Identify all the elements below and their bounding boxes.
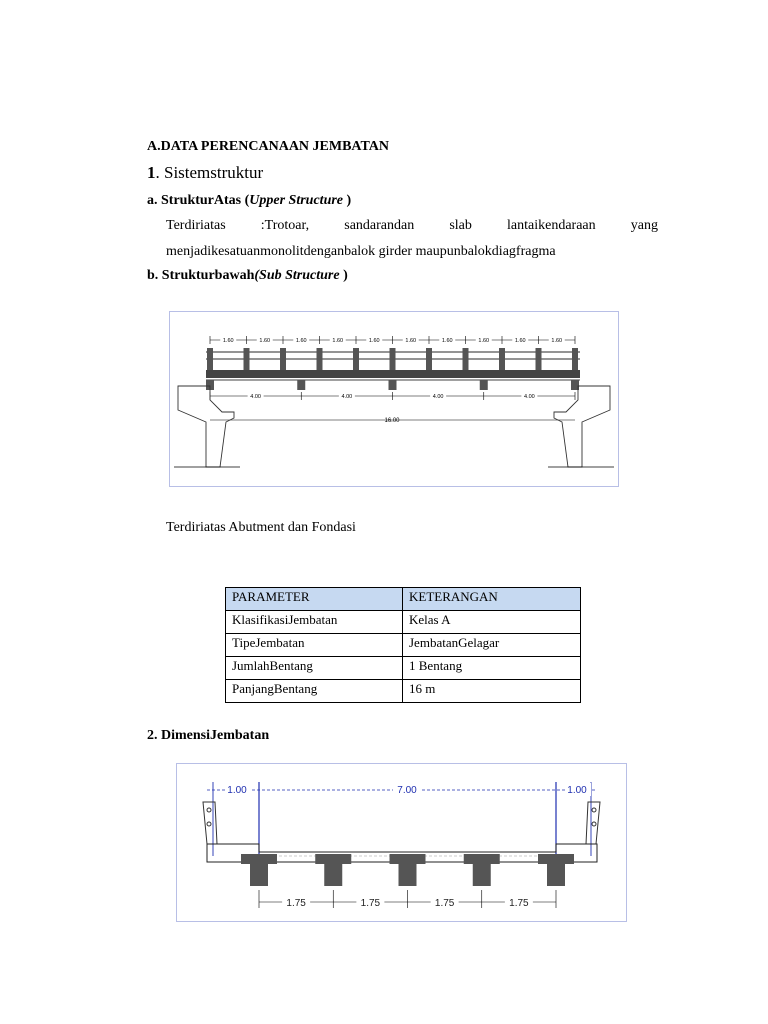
parameters-table [225, 587, 581, 703]
post-spacing-label: 1.60 [405, 338, 417, 344]
girder-flange [538, 854, 574, 864]
upper-structure-line-2: menjadikesatuanmonolitdenganbalok girder maupunbalokdiagfragma [166, 244, 556, 259]
railing-post [499, 348, 505, 370]
post-spacing-label: 1.60 [332, 338, 344, 344]
left-sidewalk-width: 1.00 [227, 785, 247, 796]
railing-post [353, 348, 359, 370]
post-spacing-label: 1.60 [441, 338, 453, 344]
girder [480, 380, 488, 390]
girder [389, 380, 397, 390]
sub-structure-italic: (Sub Structure [254, 268, 340, 283]
right-rail-bolt [592, 822, 596, 826]
total-span-label: 16.00 [384, 418, 400, 424]
section-1-label: . Sistemstruktur [155, 163, 264, 182]
table-row [226, 611, 581, 634]
girder-spacing-label: 1.75 [509, 898, 529, 909]
bridge-elevation-figure [169, 311, 619, 487]
girder-spacing-label: 4.00 [524, 394, 535, 400]
deck-slab [206, 370, 580, 378]
cross-section-drawing [177, 764, 626, 921]
girder-spacing-label: 1.75 [434, 898, 455, 909]
table-cell: JumlahBentang [226, 657, 403, 680]
word: :Trotoar, [260, 218, 310, 233]
left-rail-bolt [207, 808, 211, 812]
sub-structure-label: b. Strukturbawah [147, 268, 255, 283]
word: Terdiriatas [166, 218, 226, 233]
girder-flange [464, 854, 500, 864]
sub-structure-close: ) [339, 268, 348, 283]
girder-flange [241, 854, 277, 864]
sub-structure-text: Terdiriatas Abutment dan Fondasi [166, 520, 356, 535]
table-header-row [226, 588, 581, 611]
girder-web [250, 864, 268, 886]
girder-web [547, 864, 565, 886]
railing-post [426, 348, 432, 370]
girder-web [473, 864, 491, 886]
railing-post [317, 348, 323, 370]
post-spacing-label: 1.60 [295, 338, 307, 344]
railing-post [207, 348, 213, 370]
word: lantaikendaraan [507, 218, 596, 233]
upper-structure-heading [147, 193, 351, 209]
railing-post [280, 348, 286, 370]
right-rail-bolt [592, 808, 596, 812]
table-cell: PanjangBentang [226, 680, 403, 703]
girder-flange [390, 854, 426, 864]
table-cell: 16 m [403, 680, 581, 703]
table-row [226, 680, 581, 703]
bridge-elevation-drawing [170, 312, 618, 486]
section-2-title: 2. DimensiJembatan [147, 728, 270, 743]
girder-spacing-label: 4.00 [250, 394, 261, 400]
right-abutment [554, 386, 610, 467]
post-spacing-label: 1.60 [551, 338, 563, 344]
railing-post [244, 348, 250, 370]
section-1-number: 1 [147, 163, 156, 182]
carriageway-width: 7.00 [397, 785, 417, 796]
upper-structure-label: a. StrukturAtas ( [147, 193, 250, 208]
post-spacing-label: 1.60 [478, 338, 490, 344]
girder-spacing-label: 1.75 [286, 898, 306, 909]
girder-spacing-label: 4.00 [432, 394, 444, 400]
word: slab [449, 218, 472, 233]
upper-structure-line-1 [166, 218, 658, 234]
upper-structure-italic: Upper Structure [249, 193, 344, 208]
left-abutment [178, 386, 234, 467]
railing-post [390, 348, 396, 370]
header-cell: PARAMETER [226, 588, 403, 611]
upper-structure-close: ) [343, 193, 352, 208]
table-row [226, 657, 581, 680]
table-cell: Kelas A [403, 611, 581, 634]
railing-post [572, 348, 578, 370]
section-1-title [147, 163, 263, 183]
header-cell: KETERANGAN [403, 588, 581, 611]
railing-post [463, 348, 469, 370]
post-spacing-label: 1.60 [514, 338, 526, 344]
girder-spacing-label: 4.00 [341, 394, 353, 400]
document-heading: A.DATA PERENCANAAN JEMBATAN [147, 139, 390, 154]
girder-spacing-label: 1.75 [360, 898, 381, 909]
table-cell: KlasifikasiJembatan [226, 611, 403, 634]
right-sidewalk-width: 1.00 [567, 785, 587, 796]
post-spacing-label: 1.60 [259, 338, 271, 344]
left-rail-bolt [207, 822, 211, 826]
girder-web [324, 864, 342, 886]
table-cell: 1 Bentang [403, 657, 581, 680]
railing-post [536, 348, 542, 370]
bridge-cross-section-figure [176, 763, 627, 922]
table-cell: TipeJembatan [226, 634, 403, 657]
word: sandarandan [344, 218, 415, 233]
post-spacing-label: 1.60 [368, 338, 380, 344]
girder-web [399, 864, 417, 886]
girder [297, 380, 305, 390]
post-spacing-label: 1.60 [222, 338, 234, 344]
sub-structure-heading [147, 268, 348, 284]
table-cell: JembatanGelagar [403, 634, 581, 657]
girder-flange [315, 854, 351, 864]
word: yang [630, 218, 658, 233]
table-row [226, 634, 581, 657]
